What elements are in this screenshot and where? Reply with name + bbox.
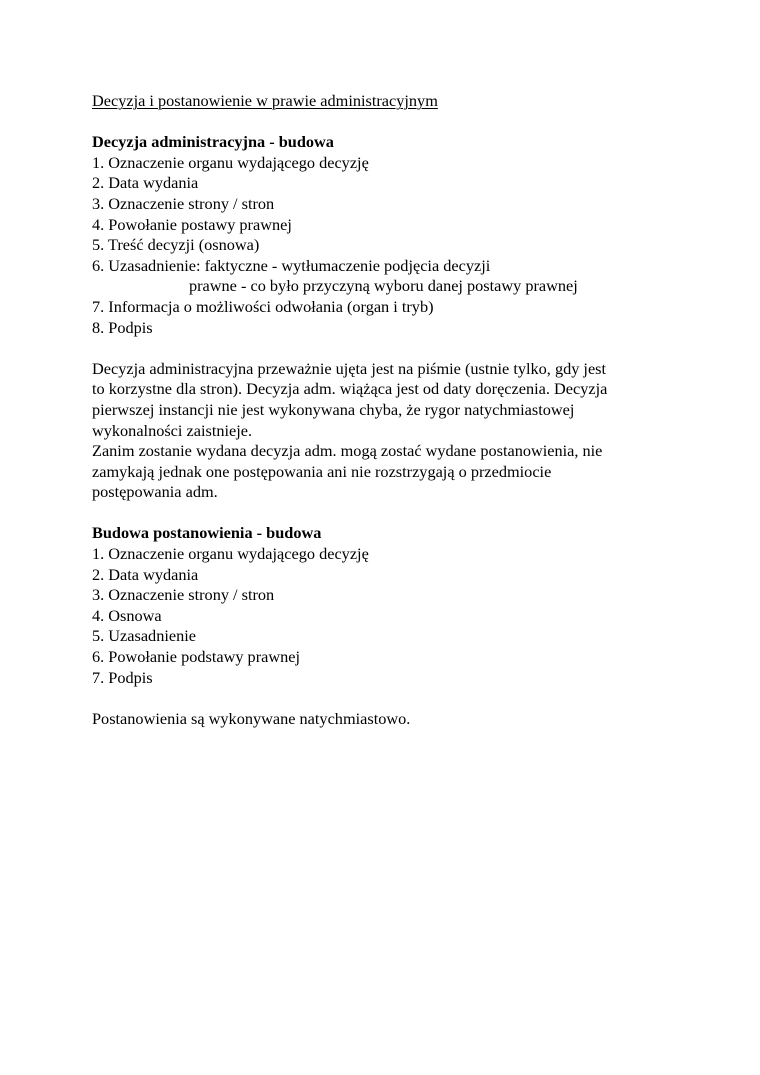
paragraph-line: Decyzja administracyjna przeważnie ujęta jest na piśmie (ustnie tylko, gdy jest [92, 358, 607, 378]
spacer [92, 338, 692, 359]
list-item: 7. Informacja o możliwości odwołania (organ i tryb) [92, 296, 434, 316]
paragraph-line: postępowania adm. [92, 482, 218, 502]
list-item: 1. Oznaczenie organu wydającego decyzję [92, 544, 369, 564]
list-item: 6. Uzasadnienie: faktyczne - wytłumaczenie podjęcia decyzji [92, 255, 491, 275]
paragraph-line: zamykają jednak one postępowania ani nie rozstrzygają o przedmiocie [92, 461, 552, 481]
document-page [92, 91, 692, 729]
list-item: 3. Oznaczenie strony / stron [92, 585, 275, 605]
paragraph-line: to korzystne dla stron). Decyzja adm. wiążąca jest od daty doręczenia. Decyzja [92, 379, 608, 399]
list-item: 8. Podpis [92, 317, 153, 337]
list-item: 4. Osnowa [92, 605, 162, 625]
section-heading: Decyzja administracyjna - budowa [92, 132, 334, 152]
spacer [92, 503, 692, 524]
list-item: 2. Data wydania [92, 564, 199, 584]
list-item: 5. Treść decyzji (osnowa) [92, 235, 260, 255]
paragraph-line: Zanim zostanie wydana decyzja adm. mogą zostać wydane postanowienia, nie [92, 441, 603, 461]
paragraph-line: pierwszej instancji nie jest wykonywana chyba, że rygor natychmiastowej [92, 399, 575, 419]
section-decision-structure [92, 132, 692, 338]
paragraph-line: wykonalności zaistnieje. [92, 420, 253, 440]
list-item: 4. Powołanie postawy prawnej [92, 214, 292, 234]
list-item: 3. Oznaczenie strony / stron [92, 193, 275, 213]
document-title: Decyzja i postanowienie w prawie administracyjnym [92, 91, 438, 110]
list-item: 6. Powołanie podstawy prawnej [92, 647, 300, 667]
list-item: 1. Oznaczenie organu wydającego decyzję [92, 152, 369, 172]
spacer [92, 688, 692, 709]
section-heading: Budowa postanowienia - budowa [92, 523, 322, 543]
closing-sentence: Postanowienia są wykonywane natychmiastowo. [92, 708, 411, 728]
list-item: 5. Uzasadnienie [92, 626, 196, 646]
section-ruling-structure [92, 523, 692, 688]
spacer [92, 112, 692, 133]
body-paragraph [92, 359, 692, 503]
list-item-continuation: prawne - co było przyczyną wyboru danej postawy prawnej [189, 276, 578, 296]
list-item: 7. Podpis [92, 667, 153, 687]
list-item: 2. Data wydania [92, 173, 199, 193]
